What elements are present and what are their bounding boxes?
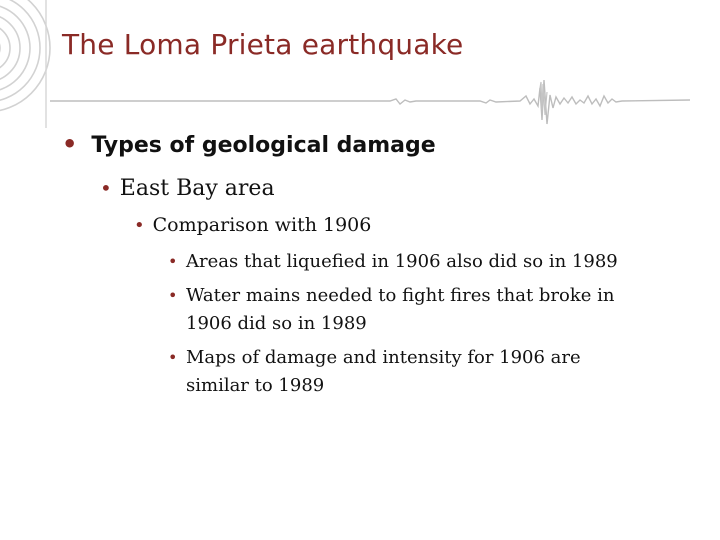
bullet-level3 <box>134 216 371 235</box>
concentric-rings-icon <box>0 0 50 112</box>
bullet-level4-text: Maps of damage and intensity for 1906 are similar to 1989 <box>186 347 581 396</box>
bullet-level4-item <box>168 344 626 400</box>
bullet-level3-text: Comparison with 1906 <box>152 214 372 236</box>
bullet-level1-text: Types of geological damage <box>91 133 436 158</box>
bullet-dot-icon: • <box>100 176 112 200</box>
bullet-level2 <box>100 178 275 200</box>
bullet-level4-item <box>168 282 626 338</box>
bullet-dot-icon: • <box>168 286 178 305</box>
slide-title: The Loma Prieta earthquake <box>62 28 464 61</box>
seismograph-line <box>50 80 690 124</box>
bullet-dot-icon: • <box>134 215 145 236</box>
bullet-level1 <box>62 132 436 157</box>
bullet-level4-text: Areas that liquefied in 1906 also did so in 1989 <box>186 251 618 272</box>
bullet-level4-text: Water mains needed to fight fires that broke in 1906 did so in 1989 <box>186 285 615 334</box>
bullet-dot-icon: • <box>168 348 178 367</box>
slide-decoration <box>0 0 720 140</box>
bullet-dot-icon: • <box>62 130 78 158</box>
bullet-dot-icon: • <box>168 252 178 271</box>
bullet-level4-item <box>168 248 626 276</box>
bullet-level2-text: East Bay area <box>119 176 275 201</box>
